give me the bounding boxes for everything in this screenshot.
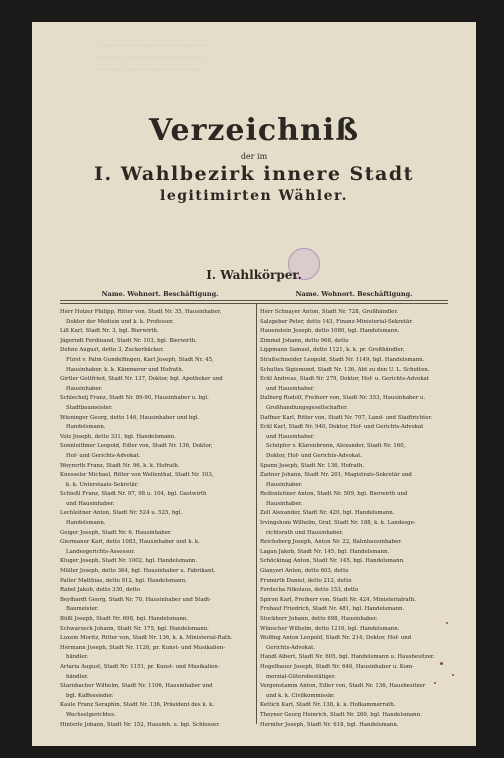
column-header-left: Name. Wohnort. Beschäftigung. xyxy=(101,290,219,298)
show-through-text: ········ ····· ·········· ········ ······· ········ xyxy=(92,54,206,62)
voter-entry-line: Geiger Joseph, Stadt Nr. 6, Hausinhaber. xyxy=(60,529,172,536)
voter-entry-line: Weyrerth Franz, Stadt Nr. 96, k. k. Hofrath. xyxy=(60,462,180,469)
voter-entry-line: Baumeister. xyxy=(66,606,99,613)
voter-entry-line: Schöckinag Anton, Stadt Nr. 145, bgl. Handelsmann. xyxy=(260,558,405,565)
voter-entry-line: Frohauf Friedrich, Stadt Nr. 481, bgl. Handelsmann. xyxy=(260,606,405,613)
voter-entry-line: Hauenstein Joseph, detto 1080, bgl. Handelsmann. xyxy=(260,328,400,335)
voter-entry-line: Hausinhaber. xyxy=(66,385,103,392)
stain xyxy=(452,674,454,676)
voter-entry-line: händler. xyxy=(66,654,89,661)
voter-entry-line: Beylhardt Georg, Stadt Nr. 70, Hausinhaber und Stadt- xyxy=(60,596,212,603)
stain xyxy=(440,662,443,665)
voter-entry-line: Herr Schnayer Anton, Stadt Nr. 728, Großhändler. xyxy=(260,309,399,315)
voter-entry-line: Handelsmann. xyxy=(66,424,106,431)
voter-entry-line: Schlechelj Franz, Stadt Nr. 89-90, Hausinhaber u. bgl. xyxy=(60,395,209,402)
voter-entry-line: und Hausinhaber. xyxy=(66,500,115,507)
voter-entry-line: Zell Alexander, Stadt Nr. 420, bgl. Handelsmann. xyxy=(260,510,395,517)
voter-entry-line: Rabel Jakob, detto 330, detto xyxy=(60,587,141,594)
voter-entry-line: Daffner Karl, Ritter von, Stadt Nr. 707, Land- und Stadtrichter. xyxy=(260,414,433,421)
voter-entry-line: bgl. Kaffeesieder. xyxy=(66,692,114,699)
voter-entry-line: Hermann Joseph, Stadt Nr. 1126, pr. Kunst- und Musikalien- xyxy=(60,644,226,651)
voter-entry-line: richtsrath und Hausinhaber. xyxy=(266,529,344,536)
voter-entry-line: Wieninger Georg, detto 146, Hausinhaber und bgl. xyxy=(60,414,200,421)
voter-entry-line: Dalberg Rudolf, Freiherr von, Stadt Nr. 353, Hausinhaber u. xyxy=(260,395,426,402)
show-through-text: ·· ········ ······· ········ ········ ········ ······ xyxy=(92,42,210,50)
voter-entry-line: Luxem Moritz, Ritter von, Stadt Nr. 136, k. k. Ministerial-Rath. xyxy=(60,635,233,642)
voter-entry-line: Großhandlungsgesellschafter. xyxy=(266,404,348,411)
voter-list-left xyxy=(60,308,253,730)
section-title: I. Wahlkörper. xyxy=(206,268,302,282)
voter-entry-line: Girtler Gottfried, Stadt Nr. 137, Doktor, bgl. Apotheker und xyxy=(60,376,223,383)
header-rule xyxy=(60,303,448,304)
voter-entry-line: Handelsmann. xyxy=(66,520,106,527)
voter-entry-line: Giermaner Karl, detto 1083, Hausinhaber und k. k. xyxy=(60,539,200,546)
voter-entry-line: Müller Joseph, detto 364, bgl. Hausinhaber u. Fabrikant. xyxy=(60,568,216,575)
stain xyxy=(434,682,436,684)
heading-line-der-im: der im xyxy=(240,152,268,161)
voter-entry-line: Doktor, Hof- und Gerichts-Advokat. xyxy=(266,452,363,459)
voter-entry-line: Theyner Georg Heinrich, Stadt Nr. 269, bgl. Handelsmann. xyxy=(260,711,422,718)
voter-entry-line: Hausinhaber, k. k. Kämmerer und Hofrath. xyxy=(66,366,184,373)
heading-wahlbezirk: I. Wahlbezirk innere Stadt xyxy=(94,163,414,185)
voter-entry-line: Kluger Joseph, Stadt Nr. 1002, bgl. Handelsmann. xyxy=(60,558,198,565)
voter-entry-line: und Hausinhaber. xyxy=(266,385,315,392)
voter-entry-line: und k. k. Civilkommissär. xyxy=(266,692,335,699)
voter-entry-line: Schöpfer v. Klarenbrunn, Alexander, Stadt Nr. 160, xyxy=(266,443,406,450)
voter-entry-line: Wechselgerichtes. xyxy=(66,711,116,718)
voter-entry-line: Knesselsr Michael, Ritter von Wellenthal, Stadt Nr. 103, xyxy=(60,472,214,479)
voter-entry-line: Gerichts-Advokat. xyxy=(266,644,316,651)
voter-entry-line: Reifenleitner Anton, Stadt Nr. 509, bgl. Bierwirth und xyxy=(260,491,408,498)
show-through-text: ······ ········ ······· ·········· ······ ········ xyxy=(92,66,204,74)
voter-entry-line: Artaria August, Stadt Nr. 1151, pr. Kunst- und Musikalien- xyxy=(60,663,220,670)
voter-entry-line: Sonnleithner Leopold, Edler von, Stadt Nr. 136, Doktor, xyxy=(60,443,213,450)
voter-entry-line: Schultes Sigismund, Stadt Nr. 136, Abt zu den U. L. Schotten. xyxy=(260,366,430,373)
voter-entry-line: Frumirth Daniel, detto 212, detto xyxy=(260,577,352,584)
voter-entry-line: Lechleitner Anton, Stadt Nr. 524 u. 525, bgl. xyxy=(60,510,183,517)
voter-entry-line: Lippmann Samuel, detto 1121, k. k. pr. Großhändler. xyxy=(260,347,405,354)
voter-entry-line: merzial-Gütersbestätiger. xyxy=(266,673,336,680)
voter-entry-line: Schwarzeck Johann, Stadt Nr. 175, bgl. Handelsmann. xyxy=(60,625,209,632)
voter-entry-line: Hausinhaber. xyxy=(266,500,303,507)
voter-entry-line: Stadtbaumeister. xyxy=(66,404,113,411)
column-header-right: Name. Wohnort. Beschäftigung. xyxy=(295,290,413,298)
document-title: Verzeichniß xyxy=(148,113,359,148)
voter-entry-line: Kettich Karl, Stadt Nr. 138, k. k. Hofkammerrath. xyxy=(260,702,396,709)
voter-entry-line: händler. xyxy=(66,673,89,680)
heading-waehler: legitimirten Wähler. xyxy=(160,188,348,204)
voter-entry-line: Lagan Jakob, Stadt Nr. 145, bgl. Handelsmann. xyxy=(260,548,390,555)
voter-entry-line: und Hausinhaber. xyxy=(266,433,315,440)
voter-entry-line: Herr Holzer Philipp, Ritter von, Stadt Nr. 35, Hausinhaber, xyxy=(60,309,222,315)
voter-entry-line: Hegelbauer Joseph, Stadt Nr. 646, Hausinhaber u. Kom- xyxy=(260,663,414,670)
voter-entry-line: Ferdscha Nikolaus, detto 153, detto xyxy=(260,587,359,594)
voter-entry-line: Eckl Karl, Stadt Nr. 940, Doktor, Hof- und Gerichts-Advokat xyxy=(260,424,424,431)
voter-entry-line: Zaitner Johann, Stadt Nr. 201, Magistrats-Sekretär und xyxy=(260,472,412,479)
voter-entry-line: Landesgerichts-Assessor. xyxy=(66,548,135,555)
stain xyxy=(446,622,448,624)
voter-entry-line: Reichsberg Joseph, Anton Nr. 22, Bahnhausinhaber. xyxy=(260,539,402,546)
voter-entry-line: Büßl Joseph, Stadt Nr. 698, bgl. Handelsmann. xyxy=(60,616,188,622)
voter-entry-line: Irvingshom Wilhelm, Graf, Stadt Nr. 188, k. k. Landesge- xyxy=(260,520,416,527)
voter-entry-line: Eckl Andreas, Stadt Nr. 279, Doktor, Hof- u. Gerichts-Advokat xyxy=(260,376,430,383)
voter-entry-line: Handl Albert, Stadt Nr. 605, bgl. Handelsmann u. Hausbesitzer. xyxy=(260,654,435,661)
document-heading xyxy=(32,114,476,204)
voter-entry-line: Palter Matthias, detto 912, bgl. Handelsmann. xyxy=(60,577,187,584)
voter-entry-line: Schießl Franz, Stadt Nr. 97, 98 u. 104, bgl. Gastwirth xyxy=(60,491,207,498)
voter-entry-line: Gianyeri Anton, detto 603, detto xyxy=(260,568,349,575)
voter-entry-line: Stockherr Johann, detto 698, Hausinhaber. xyxy=(260,616,378,622)
voter-entry-line: Doktor der Medizin und k. k. Professor. xyxy=(66,318,174,325)
voter-entry-line: Hof- und Gerichts-Advokat. xyxy=(66,452,141,459)
voter-entry-line: Straßschneider Leopold, Stadt Nr. 1149, bgl. Handelsmann. xyxy=(260,356,425,363)
voter-entry-line: Spann Joseph, Stadt Nr. 136, Hofrath. xyxy=(260,462,365,469)
voter-entry-line: Liß Karl, Stadt Nr. 3, bgl. Bierwirth. xyxy=(60,328,159,335)
column-divider xyxy=(256,304,257,724)
voter-entry-line: Zimmel Johann, detto 968, detto xyxy=(260,337,349,344)
voter-entry-line: Wolfing Anton Leopold, Stadt Nr. 214, Doktor, Hof- und xyxy=(260,635,412,642)
voter-list-right xyxy=(260,308,453,730)
voter-entry-line: k. k. Unterstaats-Sekretär. xyxy=(66,481,139,488)
voter-entry-line: Hermfer Joseph, Stadt Nr. 618, bgl. Handelsmann. xyxy=(260,721,399,728)
voter-entry-line: Fürst v. Palm Gundelfingen, Karl Joseph, Stadt Nr. 45, xyxy=(66,356,214,363)
voter-entry-line: Volz Joseph, detto 331, bgl. Handelsmann. xyxy=(60,433,176,440)
voter-entry-line: Kaule Franz Seraphin, Stadt Nr. 136, Präsident des k. k. xyxy=(60,702,215,709)
voter-entry-line: Salzgeber Peter, detto 143, Finanz-Ministerial-Sekretär. xyxy=(260,318,413,325)
voter-entry-line: Vergenstamm Anton, Edler von, Stadt Nr. 136, Hausbesitzer xyxy=(260,683,426,690)
voter-entry-line: Jägerndt Ferdinand, Stadt Nr. 103, bgl. Bierwirth. xyxy=(60,337,197,344)
voter-entry-line: Wünscher Wilhelm, detto 1216, bgl. Handelsmann. xyxy=(260,625,400,632)
header-rule xyxy=(60,300,448,301)
voter-entry-line: Hinterle Johann, Stadt Nr. 152, Hausinh. u. bgl. Schlosser. xyxy=(60,721,220,728)
voter-entry-line: Hausinhaber. xyxy=(266,481,303,488)
voter-entry-line: Starnbacher Wilhelm, Stadt Nr. 1106, Hausinhaber und xyxy=(60,683,213,690)
voter-entry-line: Dehne August, detto 3, Zuckerbäcker. xyxy=(60,347,164,354)
voter-entry-line: Spiron Karl, Freiherr von, Stadt Nr. 424, Ministerialrath. xyxy=(260,596,416,603)
document-page xyxy=(32,22,476,746)
